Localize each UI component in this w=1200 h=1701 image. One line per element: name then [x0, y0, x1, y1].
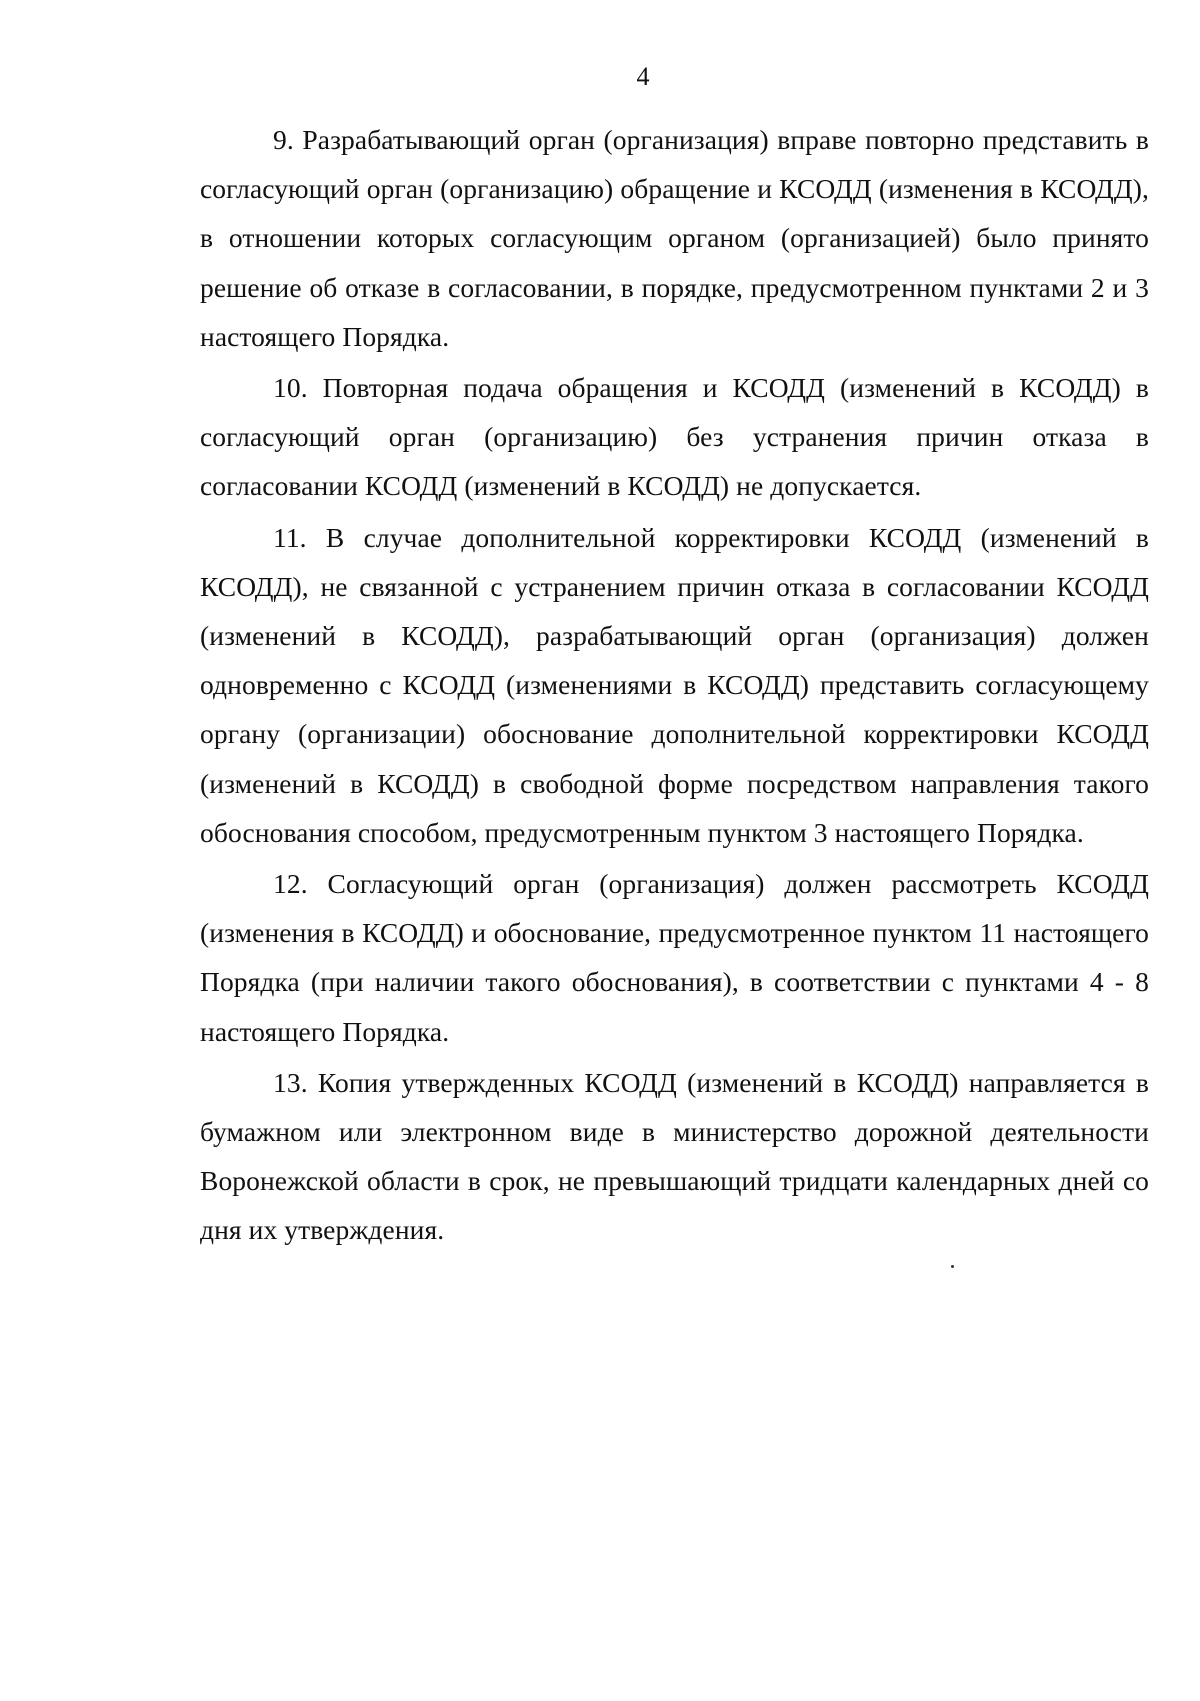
- page-number: 4: [636, 62, 650, 91]
- paragraph-12: 12. Согласующий орган (организация) должен рассмотреть КСОДД (изменения в КСОДД) и обоснование, предусмотренное пунктом 11 настоящего Порядка (при наличии такого обоснования), в соответствии с пунктами 4 - 8 настоящего Порядка.: [200, 868, 1149, 1047]
- paragraph-9: 9. Разрабатывающий орган (организация) вправе повторно представить в согласующий орган (организацию) обращение и КСОДД (изменения в КСОДД), в отношении которых согласующим органом (организацией) было принято решение об отказе в согласовании, в порядке, предусмотренном пунктами 2 и 3 настоящего Порядка.: [200, 124, 1149, 352]
- stray-mark: [951, 1265, 954, 1268]
- paragraph-11: 11. В случае дополнительной корректировки КСОДД (изменений в КСОДД), не связанной с устранением причин отказа в согласовании КСОДД (изменений в КСОДД), разрабатывающий орган (организация) должен одновременно с КСОДД (изменениями в КСОДД) представить согласующему органу (организации) обоснование дополнительной корректировки КСОДД (изменений в КСОДД) в свободной форме посредством направления такого обоснования способом, предусмотренным пунктом 3 настоящего Порядка.: [200, 521, 1149, 848]
- paragraph-10: 10. Повторная подача обращения и КСОДД (изменений в КСОДД) в согласующий орган (организацию) без устранения причин отказа в согласовании КСОДД (изменений в КСОДД) не допускается.: [200, 372, 1149, 502]
- document-body: [200, 115, 1149, 1257]
- paragraph-13: 13. Копия утвержденных КСОДД (изменений в КСОДД) направляется в бумажном или электронном виде в министерство дорожной деятельности Воронежской области в срок, не превышающий тридцати календарных дней со дня их утверждения.: [200, 1066, 1149, 1246]
